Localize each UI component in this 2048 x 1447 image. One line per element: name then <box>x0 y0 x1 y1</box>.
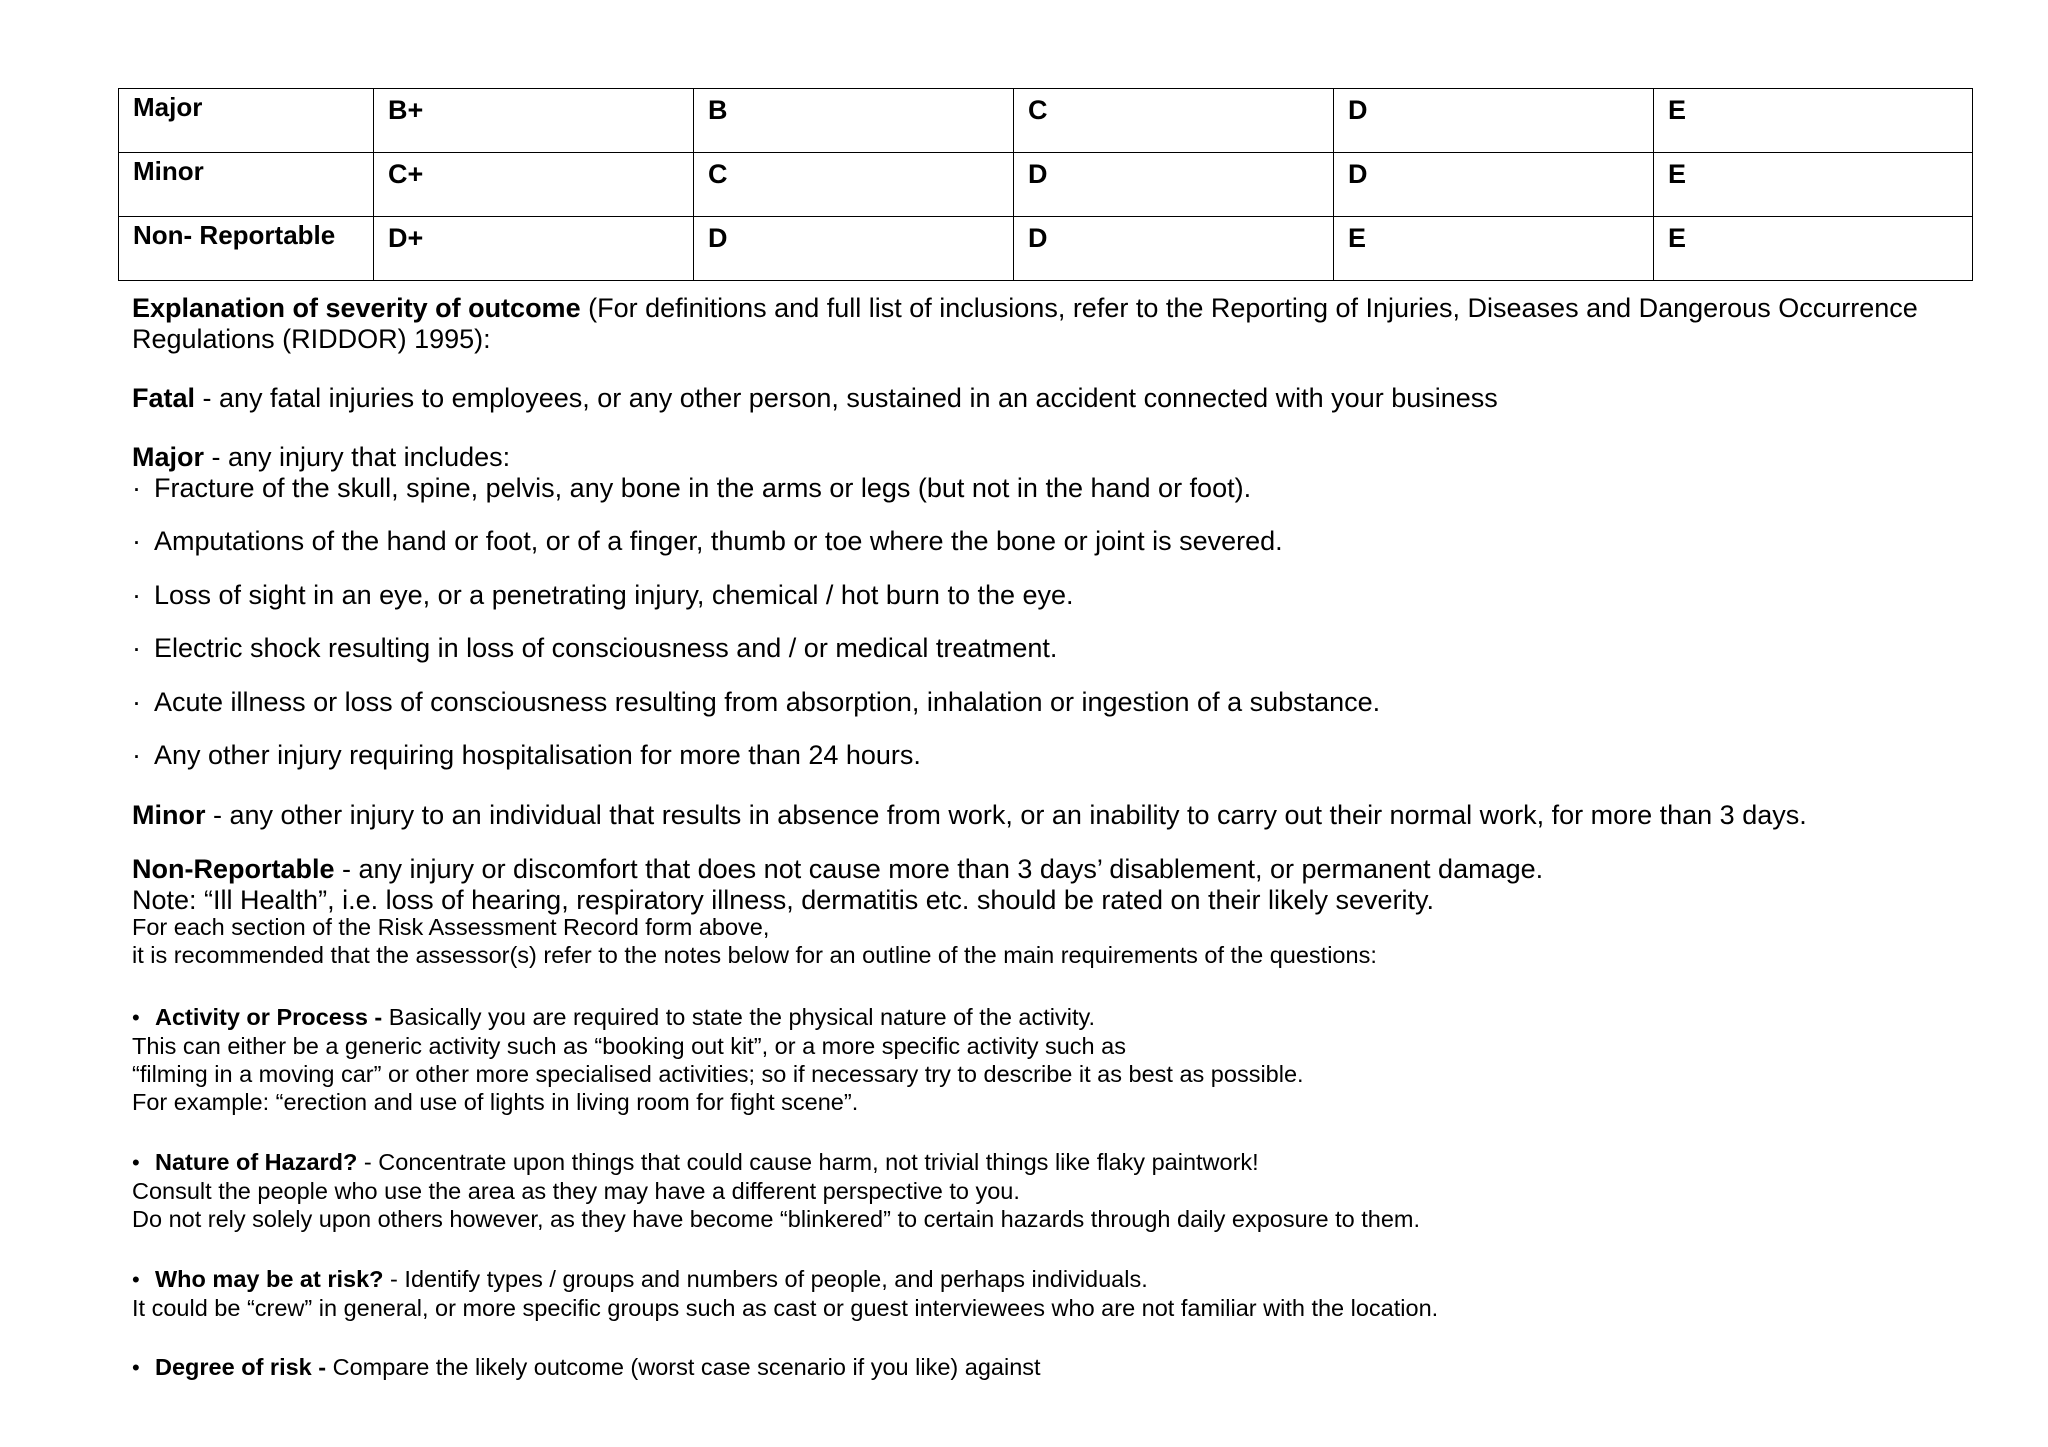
grade-cell: D <box>1334 89 1654 153</box>
bullet-icon: • <box>132 1150 140 1175</box>
grade-cell: C+ <box>374 153 694 217</box>
minor-definition <box>132 800 1988 831</box>
major-text: - any injury that includes: <box>204 442 511 472</box>
bullet-icon: · <box>132 687 141 717</box>
list-item: · Electric shock resulting in loss of consciousness and / or medical treatment. <box>132 633 1058 663</box>
row-label: Minor <box>119 153 374 217</box>
minor-text: - any other injury to an individual that results in absence from work, or an inability to carry out their normal work, for more than 3 days. <box>205 800 1807 830</box>
grade-cell: B+ <box>374 89 694 153</box>
grade-cell: E <box>1334 217 1654 281</box>
grade-cell: D <box>694 217 1014 281</box>
non-reportable-text: - any injury or discomfort that does not cause more than 3 days’ disablement, or permanent damage. <box>334 854 1544 884</box>
bullet-icon: · <box>132 580 141 610</box>
fatal-definition <box>132 383 1988 414</box>
bullet-icon: · <box>132 526 141 556</box>
at-risk-note: • Who may be at risk? - Identify types / groups and numbers of people, and perhaps individuals. It could be “crew” in general, or more specific groups such as cast or guest interviewees who are not familiar with the location. <box>132 1266 1439 1321</box>
minor-term: Minor <box>132 800 206 830</box>
fatal-term: Fatal <box>132 383 196 413</box>
table-row <box>119 217 1973 281</box>
explanation-text: (For definitions and full list of inclusions, refer to the Reporting of Injuries, Diseases and Dangerous Occurrence <box>580 293 1918 323</box>
ill-health-note: Note: “Ill Health”, i.e. loss of hearing, respiratory illness, dermatitis etc. should be rated on their likely severity. <box>132 885 1435 915</box>
grade-cell: C <box>1014 89 1334 153</box>
major-term: Major <box>132 442 205 472</box>
bullet-icon: · <box>132 740 141 770</box>
bullet-icon: • <box>132 1355 140 1380</box>
list-item: · Any other injury requiring hospitalisation for more than 24 hours. <box>132 740 921 770</box>
bullet-icon: · <box>132 633 141 663</box>
grade-cell: D <box>1014 217 1334 281</box>
row-label: Non- Reportable <box>119 217 374 281</box>
bullet-icon: · <box>132 473 141 503</box>
explanation-heading: Explanation of severity of outcome <box>132 293 581 323</box>
list-item: · Fracture of the skull, spine, pelvis, any bone in the arms or legs (but not in the hand or foot). <box>132 473 1252 503</box>
grade-cell: E <box>1654 217 1973 281</box>
grade-cell: E <box>1654 153 1973 217</box>
grade-cell: D <box>1334 153 1654 217</box>
major-definition <box>132 442 1988 473</box>
notes-intro: For each section of the Risk Assessment Record form above, it is recommended that the assessor(s) refer to the notes below for an outline of the main requirements of the questions: <box>132 914 1377 968</box>
activity-note: • Activity or Process - Basically you are required to state the physical nature of the activity. This can either be a generic activity such as “booking out kit”, or a more specific activity such as “filming in a moving car” or other more specialised activities; so if necessary try to describe it as best as possible. For example: “erection and use of lights in living room for fight scene”. <box>132 1004 1304 1115</box>
table-row <box>119 153 1973 217</box>
hazard-note: • Nature of Hazard? - Concentrate upon things that could cause harm, not trivial things like flaky paintwork! Consult the people who use the area as they may have a different perspective to you. Do not rely solely upon others however, as they have become “blinkered” to certain hazards through daily exposure to them. <box>132 1149 1420 1232</box>
severity-grade-table <box>118 88 1973 281</box>
explanation-paragraph <box>132 293 1988 355</box>
list-item: · Amputations of the hand or foot, or of a finger, thumb or toe where the bone or joint is severed. <box>132 526 1283 556</box>
non-reportable-term: Non-Reportable <box>132 854 335 884</box>
non-reportable-definition <box>132 854 1988 916</box>
grade-cell: D+ <box>374 217 694 281</box>
list-item: · Acute illness or loss of consciousness resulting from absorption, inhalation or ingestion of a substance. <box>132 687 1381 717</box>
grade-cell: B <box>694 89 1014 153</box>
grade-cell: E <box>1654 89 1973 153</box>
bullet-icon: • <box>132 1005 140 1030</box>
table-row <box>119 89 1973 153</box>
list-item: · Loss of sight in an eye, or a penetrating injury, chemical / hot burn to the eye. <box>132 580 1074 610</box>
grade-cell: D <box>1014 153 1334 217</box>
fatal-text: - any fatal injuries to employees, or any other person, sustained in an accident connected with your business <box>195 383 1498 413</box>
explanation-text-continued: Regulations (RIDDOR) 1995): <box>132 324 491 354</box>
degree-of-risk-note: • Degree of risk - Compare the likely outcome (worst case scenario if you like) against <box>132 1354 1041 1380</box>
bullet-icon: • <box>132 1267 140 1292</box>
grade-cell: C <box>694 153 1014 217</box>
row-label: Major <box>119 89 374 153</box>
